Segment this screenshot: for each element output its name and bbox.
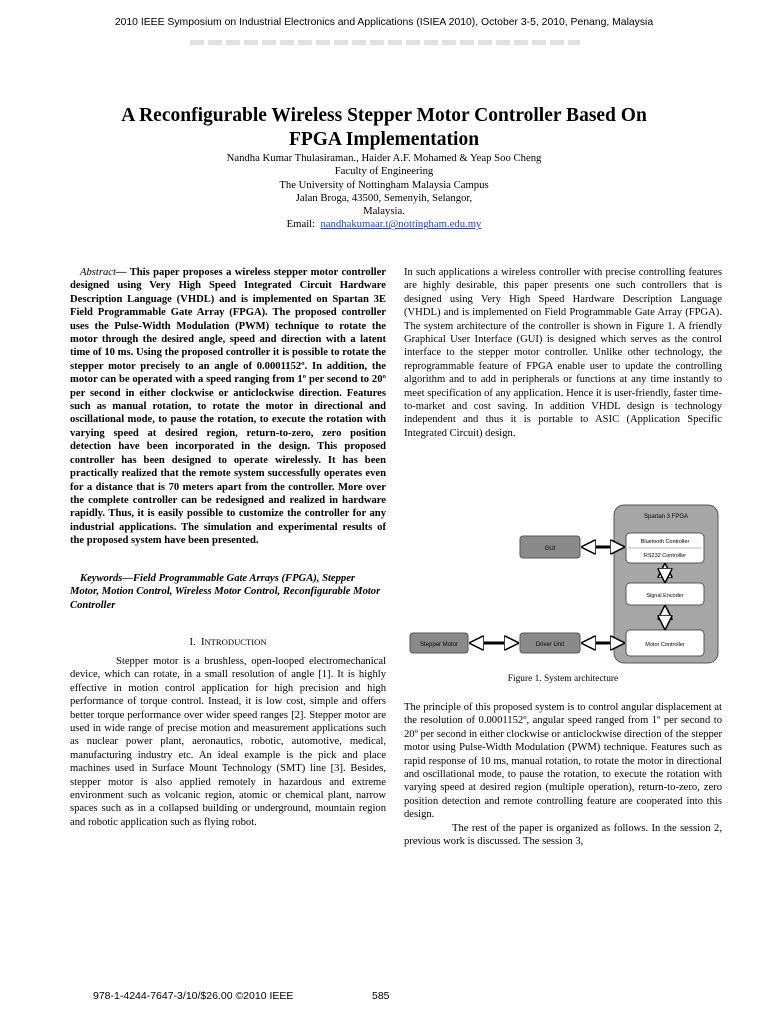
paper-title bbox=[60, 104, 708, 152]
section-title-rest: NTRODUCTION bbox=[204, 637, 267, 647]
paragraph-text: In such applications a wireless controller with precise controlling features are highly desirable, this paper presents one such controllers that is designed using Very High Speed Hardware Description Language (VHDL) and is implemented on Field Programmable Gate Array (FPGA). The system architecture of the controller is shown in Figure 1. A friendly Graphical User Interface (GUI) is designed which serves as the control interface to the stepper motor controller. Unlike other technology, the reprogrammable feature of FPGA enable user to update the controlling algorithm and to add in peripherals or functions at any time instantly to meet specification of any application. Hence it is user-friendly, faster time-to-market and cost saving. In addition VHDL design is technology independent and thus it is portable to ASIC (Application Specific Integrated Circuit) design. bbox=[404, 267, 722, 439]
introduction-body bbox=[70, 655, 386, 829]
abstract bbox=[70, 266, 386, 548]
gui-label: GUI bbox=[544, 546, 556, 552]
abstract-dash: — bbox=[115, 267, 127, 278]
introduction-text: Stepper motor is a brushless, open-looped electromechanical device, which can rotate, in a small resolution of angle [1]. It is highly effective in motion control application for high precision and high performance of torque control. Instead, it is low cost, simple and offers better torque performance over wider speed ranges [2]. Stepper motor are used in wide range of precise motion and measurement applications such as nuclear power plant, aeronautics, robotic, automotive, medical, manufacturing industry etc. An ideal example is the pick and place machines used in Surface Mount Technology (SMT) line [3]. Besides, stepper motor is also applied remotely in hazardous and extreme environment such as volcanic region, atomic or chemical plant, narrow spaces such as in a collapsed building or underground, mountain region and robotic application such as flying robot. bbox=[70, 656, 386, 828]
right-column-paragraph-1 bbox=[404, 266, 722, 440]
affiliation-country: Malaysia. bbox=[363, 205, 405, 218]
paragraph-text: The principle of this proposed system is to control angular displacement at the resolution of 0.0001152º, angular speed ranged from 1º per second to 20º per second in either clockwise or anticlockwise direction of the stepper motor using Pulse-Width Modulation (PWM) technique. Features such as rapid response of 10 ms, manual rotation, to rotate the motor in directional and oscillational mode, to pause the rotation, to execute the rotation with varying speed at desired region (multiple operation), return-to-zero, zero position detection and remote controlling feature are cooperated into this design. bbox=[404, 702, 722, 821]
faint-bleed-through-line bbox=[190, 40, 580, 45]
abstract-label: Abstract bbox=[80, 267, 116, 278]
rs232-controller-label: RS232 Controller bbox=[643, 553, 687, 559]
section-title-initial: I bbox=[200, 637, 205, 648]
affiliation-faculty: Faculty of Engineering bbox=[334, 165, 434, 178]
affiliation-university: The University of Nottingham Malaysia Campus bbox=[279, 178, 489, 191]
email-label: Email: bbox=[286, 218, 316, 231]
paragraph-text: The rest of the paper is organized as follows. In the session 2, previous work is discussed. The session 3, bbox=[404, 822, 722, 848]
conference-header: 2010 IEEE Symposium on Industrial Electronics and Applications (ISIEA 2010), October 3-5, 2010, Penang, Malaysia bbox=[114, 17, 654, 28]
signal-encoder-label: Signal Encoder bbox=[646, 593, 684, 599]
abstract-text: This paper proposes a wireless stepper motor controller designed using Very High Speed Integrated Circuit Hardware Description Language (VHDL) and is implemented on Spartan 3E Field Programmable Gate Array (FPGA). The proposed controller uses the Pulse-Width Modulation (PWM) technique to rotate the motor through the desired angle, speed and direction with a latent time of 10 ms. Using the proposed controller it is possible to rotate the stepper motor precisely to an angle of 0.0001152º. In addition, the motor can be operated with a speed ranging from 1º per second to 20º per second in either clockwise or anticlockwise direction. Features such as manual rotation, to rotate the motor in directional and oscillational mode, to pause the rotation, to execute the rotation with varying speed at desired region, return-to-zero, zero position detection have been incorporated in the design. This proposed controller has been designed to operate wirelessly. It has been practically realized that the remote system successfully operates even for a distance that is 70 meters apart from the controller. More over the complete controller can be redesigned and realized in hardware rapidly. Thus, it is easily possible to customize the controller for any industrial applications. The simulation and experimental results of the proposed system have been presented. bbox=[70, 267, 386, 547]
author-names: Nandha Kumar Thulasiraman., Haider A.F. Mohamed & Yeap Soo Cheng bbox=[226, 152, 542, 164]
affiliation-address: Jalan Broga, 43500, Semenyih, Selangor, bbox=[295, 191, 473, 204]
section-heading-introduction bbox=[70, 637, 386, 648]
figure-system-architecture bbox=[404, 500, 726, 672]
title-line-2: FPGA Implementation bbox=[288, 129, 480, 150]
stepper-motor-label: Stepper Motor bbox=[419, 642, 459, 648]
copyright-footer: 978-1-4244-7647-3/10/$26.00 ©2010 IEEE bbox=[93, 990, 294, 1002]
fpga-label: Spartan 3 FPGA bbox=[643, 514, 689, 520]
keywords-text: Keywords—Field Programmable Gate Arrays (FPGA), Stepper Motor, Motion Control, Wireless Motor Control, Reconfigurable Motor Controller bbox=[70, 573, 381, 611]
page-number: 585 bbox=[372, 990, 390, 1002]
title-line-1: A Reconfigurable Wireless Stepper Motor Controller Based On bbox=[121, 105, 647, 126]
keywords bbox=[70, 572, 386, 612]
bluetooth-controller-label: Bluetooth Controller bbox=[640, 539, 690, 545]
author-block bbox=[100, 152, 668, 232]
right-column-paragraph-2 bbox=[404, 701, 722, 848]
motor-controller-label: Motor Controller bbox=[645, 642, 685, 648]
section-number: I. bbox=[189, 637, 196, 648]
email-link[interactable]: nandhakumaar.t@nottingham.edu.my bbox=[320, 218, 482, 231]
email-line bbox=[100, 218, 668, 231]
figure-caption: Figure 1. System architecture bbox=[507, 674, 619, 684]
driver-unit-label: Driver Unit bbox=[535, 642, 565, 648]
